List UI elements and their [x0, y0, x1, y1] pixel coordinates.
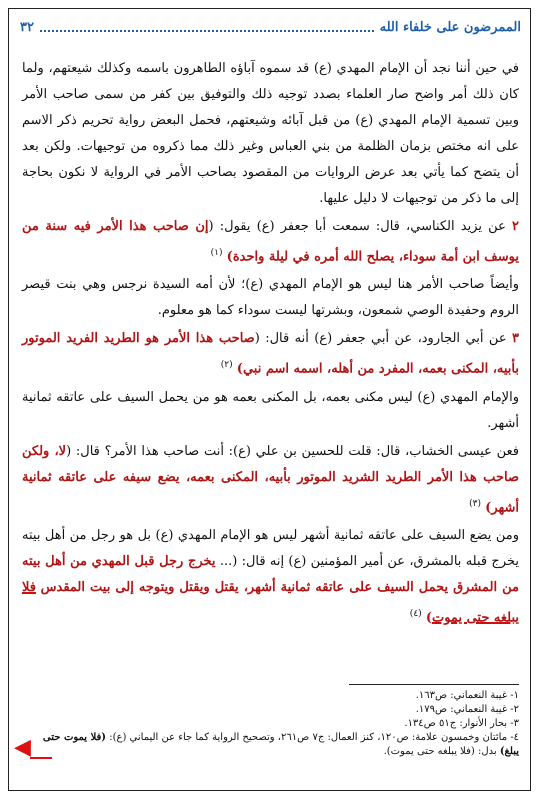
- narration-4: [22, 439, 519, 521]
- narration-intro: فعن عيسى الخشاب، قال: قلت للحسين بن علي (ع): أنت صاحب هذا الأمر؟ قال: (: [66, 443, 520, 459]
- commentary-2: وأيضاً صاحب الأمر هنا ليس هو الإمام المهدي (ع)؛ لأن أمه السيدة نرجس وهي بنت قيصر الروم وحفيدة الوصي شمعون، وبشرتها ليست سوداء كما هو معلوم.: [22, 277, 519, 319]
- narration-intro: عن يزيد الكناسي، قال: سمعت أبا جعفر (ع) يقول: (: [208, 219, 506, 234]
- quote-text: يخرج رجل قبل المهدي من أهل بيته من المشرق يحمل السيف على عاتقه ثمانية أشهر، يقتل ويقتل ويتوجه إلى بيت المقدس: [22, 553, 519, 595]
- quote-text: لا، ولكن صاحب هذا الأمر الطريد الشريد الموتور بأبيه، المكنى بعمه، يضع سيفه على عاتقه ثمانية أشهر: [22, 443, 519, 515]
- footnote-separator: [349, 684, 519, 685]
- footnote-ref: (١): [210, 248, 223, 258]
- header-title: الممرضون على خلفاء الله: [379, 19, 521, 35]
- narration-intro: عن أبي الجارود، عن أبي جعفر (ع) أنه قال: (: [254, 331, 507, 347]
- quote-close: ): [226, 249, 233, 265]
- quote-close: ): [425, 610, 432, 626]
- footnote-4: [22, 731, 519, 759]
- footnote-4-text: ٤- مائتان وخمسون علامة: ص١٢٠، كنز العمال: ج٧ ص٢٦١، وتصحيح الرواية كما جاء عن اليماني (ع):: [106, 732, 519, 743]
- annotation-arrow-icon: ◀: [14, 734, 31, 760]
- footnote-2: ٢- غيبة النعماني: ص١٧٩.: [415, 704, 519, 715]
- quote-close: ): [485, 499, 492, 515]
- quote-close: ): [236, 361, 243, 377]
- item-number: ٢: [512, 219, 519, 234]
- item-number: ٣: [512, 331, 519, 347]
- main-text: [22, 56, 519, 633]
- running-header: [20, 16, 521, 38]
- footnote-1: ١- غيبة النعماني: ص١٦٣.: [415, 690, 519, 701]
- quote-text: صاحب هذا الأمر هو الطريد الفريد الموتور بأبيه، المكنى بعمه، المفرد من أهله، اسمه اسم نبي: [22, 331, 519, 377]
- page-number: ٣٢: [20, 19, 34, 35]
- footnotes: [22, 684, 519, 759]
- footnote-3: ٣- بحار الأنوار: ج٥١ ص١٣٤.: [404, 718, 519, 729]
- paragraph-intro: في حين أننا نجد أن الإمام المهدي (ع) قد سموه آباؤه الطاهرون باسمه وكذلك شيعتهم، ولما كان ذلك أمر واضح صار العلماء بصدد توجيه ذلك والتوفيق بين كفر من سمى صاحب الأمر وبين تسمية الإمام المهدي (ع) من قبل آبائه وشيعتهم، فحمل البعض رواية تحريم ذكر الاسم على انه مختص بزمان الظلمة من بني العباس وغير ذلك مما ذكروه من توجيهات. ولكن بعد أن يتضح كما يأتي بعد عرض الروايات من المقصود بصاحب الأمر في الرواية لا نكون بحاجة إلى ما ذكر من توجيهات لا دليل عليها.: [22, 61, 519, 206]
- footnote-4-tail: بدل: (فلا يبلغه حتى يموت).: [383, 746, 500, 757]
- header-dotted-leader: [40, 22, 374, 32]
- narration-2: [22, 214, 519, 270]
- quote-underlined: فلا يبلغه حتى يموت: [22, 579, 519, 626]
- commentary-3: والإمام المهدي (ع) ليس مكنى بعمه، بل المكنى بعمه هو من يحمل السيف على عاتقه ثمانية أشهر.: [22, 389, 519, 431]
- narration-intro: ومن يضع السيف على عاتقه ثمانية أشهر ليس هو الإمام المهدي (ع) بل هو رجل من أهل بيته يخرج قبله بالمشرق، عن أمير المؤمنين (ع) إنه قال: (...: [22, 527, 519, 569]
- footnote-4-bold: (فلا يموت حتى يبلغ): [42, 732, 519, 757]
- narration-5: [22, 523, 519, 631]
- quote-text: إن صاحب هذا الأمر فيه سنة من يوسف ابن أمة سوداء، يصلح الله أمره في ليلة واحدة: [22, 219, 519, 265]
- footnote-ref: (٣): [469, 498, 482, 509]
- narration-3: [22, 326, 519, 382]
- footnote-ref: (٢): [220, 360, 233, 371]
- annotation-underline: [30, 757, 52, 759]
- footnote-ref: (٤): [409, 608, 422, 619]
